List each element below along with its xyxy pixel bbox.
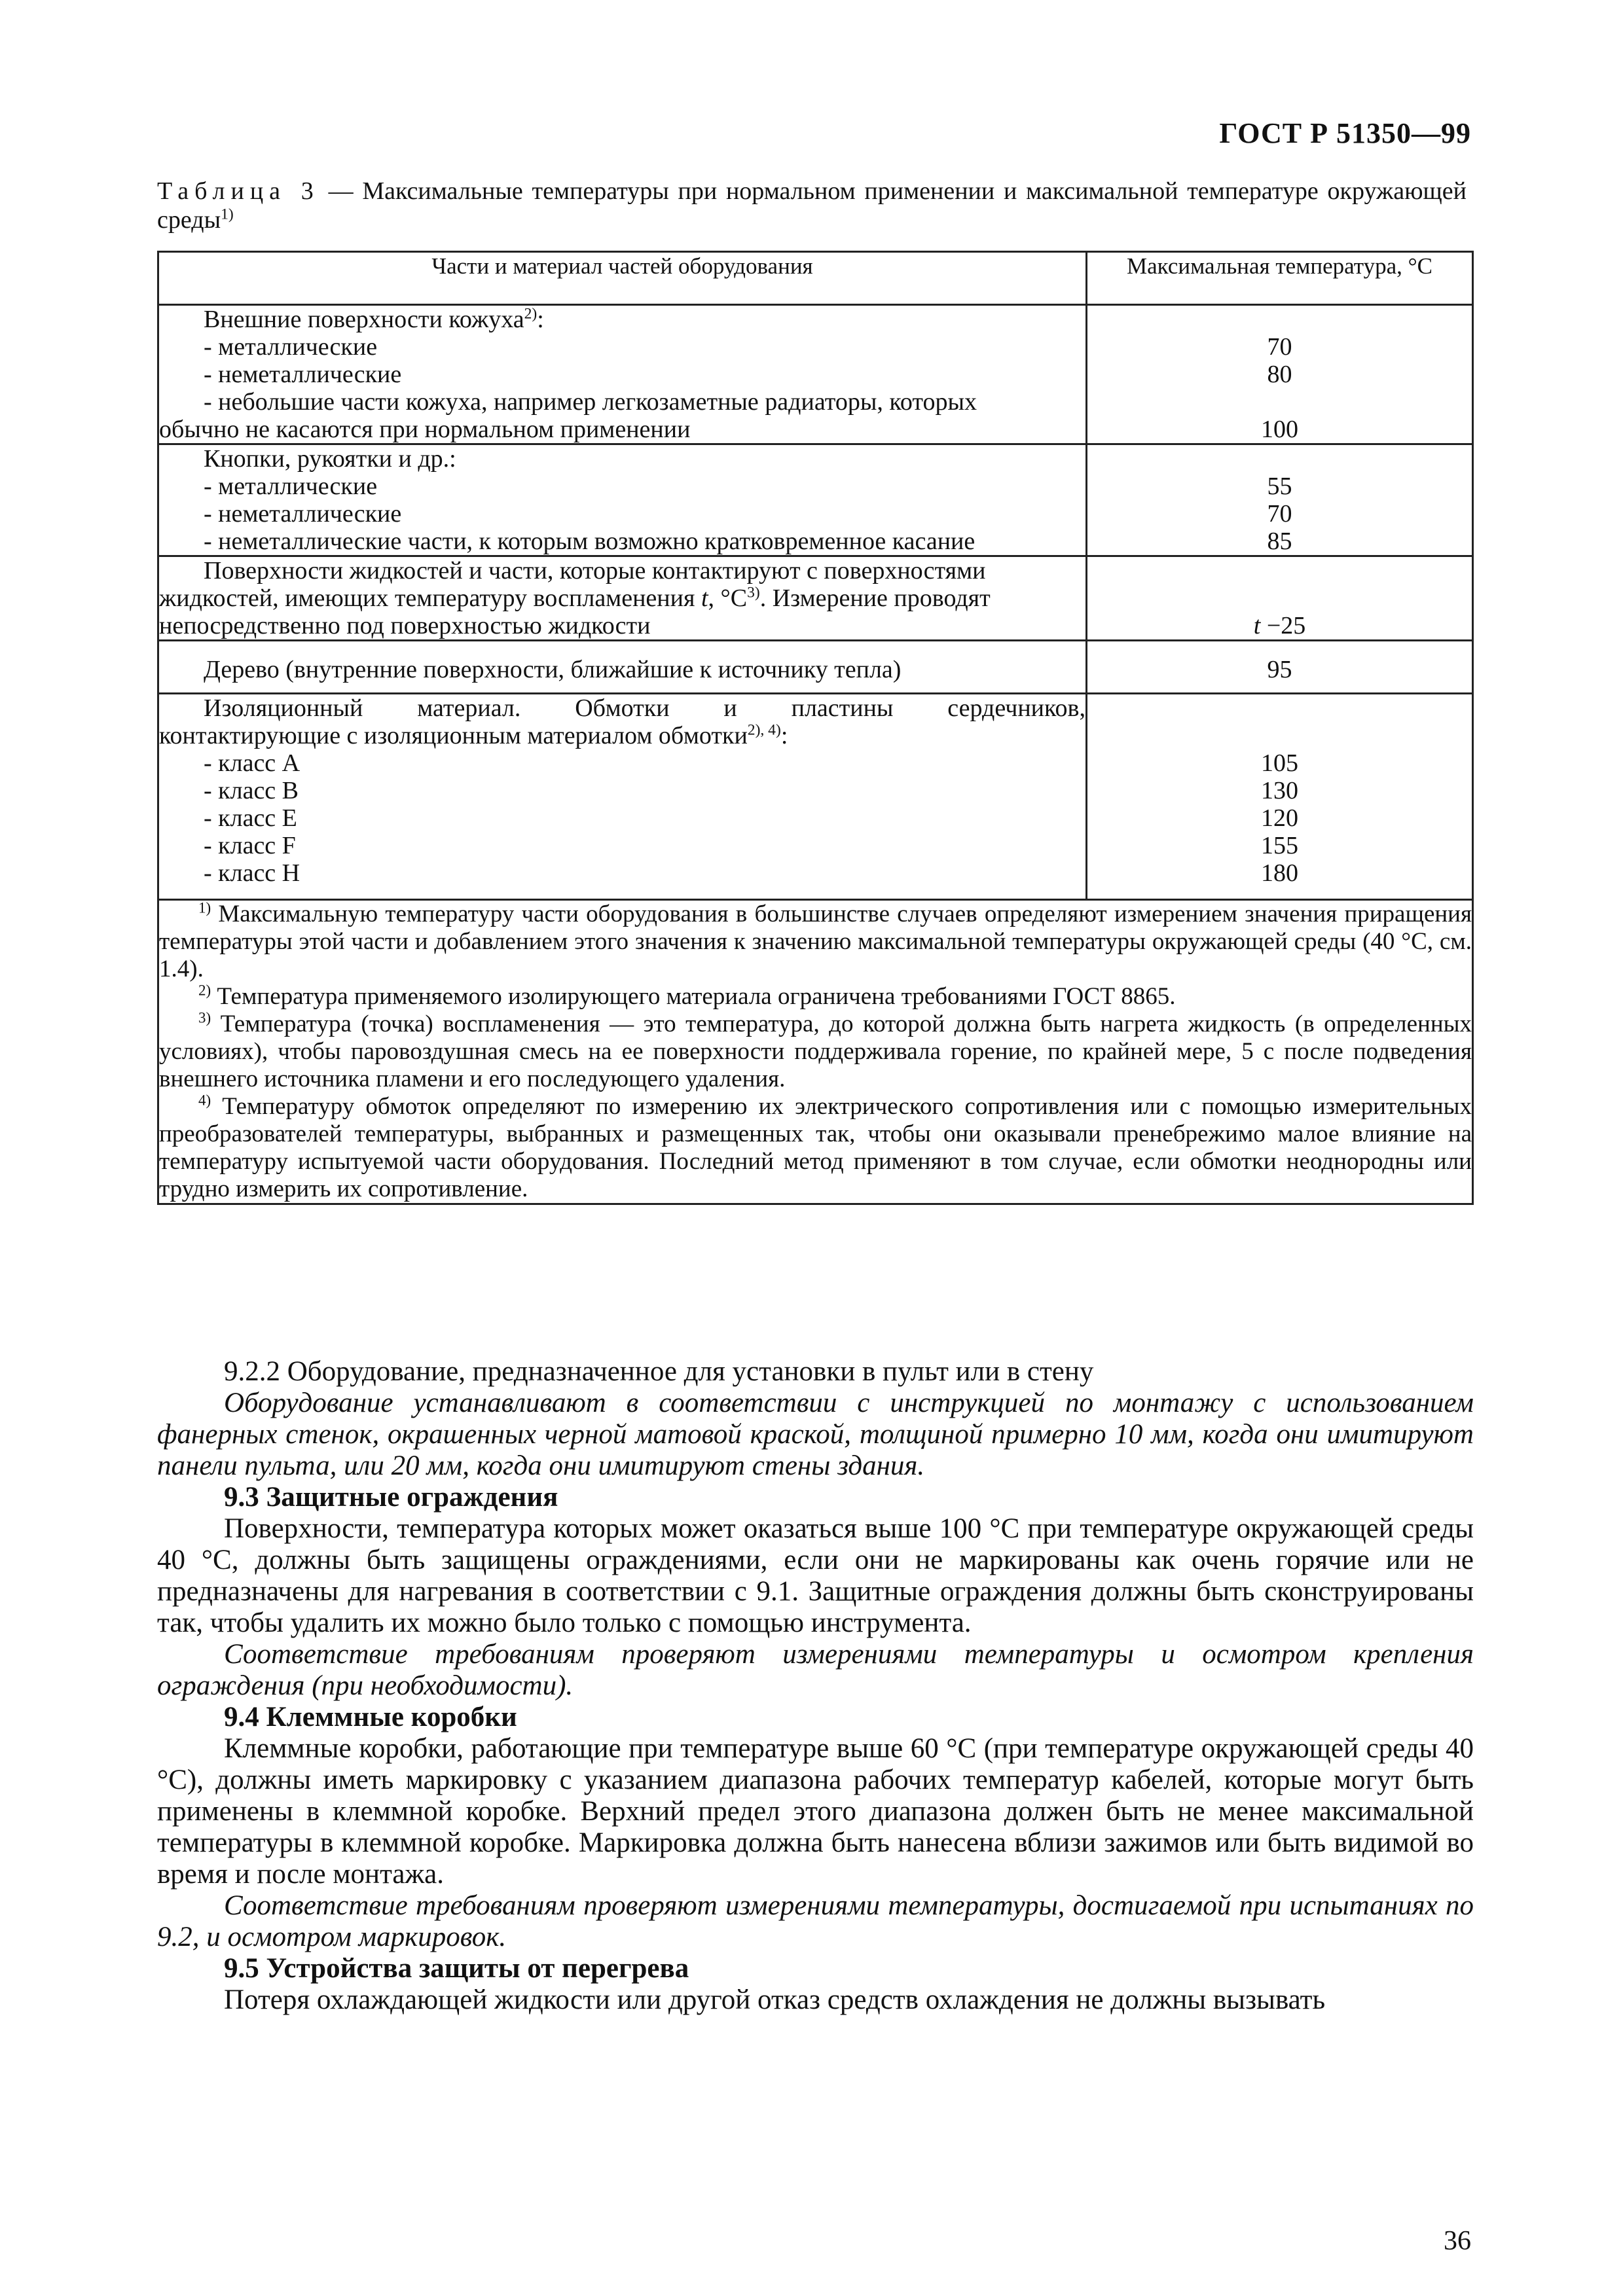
paragraph: Соответствие требованиям проверяют измерениями температуры и осмотром крепления ограждения (при необходимости). [157,1639,1474,1701]
list-item: - металлические [204,333,378,361]
row-value-cell [1087,694,1473,900]
list-item: - металлические [204,473,378,500]
footnote: $^{3)}$ Температура (точка) воспламенения — это температура, до которой должна быть нагрета жидкость (в определенных условиях), чтобы паровоздушная смесь на ее поверхности поддерживала горение, по крайней мере, 5 с после подведения внешнего источника пламени и его последующего удаления. [159,1009,1472,1092]
temperature-value: 70 [1267,333,1292,361]
temperature-value: 80 [1267,361,1292,388]
row-value-cell [1087,556,1473,641]
paragraph: Клеммные коробки, работающие при температуре выше 60 °С (при температуре окружающей среды 40 °С), должны иметь маркировку с указанием диапазона рабочих температур кабелей, которые могут быть применены в клеммной коробке. Верхний предел этого диапазона должен быть не менее максимальной температуры в клеммной коробке. Маркировка должна быть нанесена вблизи зажимов или быть видимой во время и после монтажа. [157,1733,1474,1890]
list-item: - класс F [204,832,296,859]
section-heading-9-3: 9.3 Защитные ограждения [224,1482,558,1513]
temperature-value: 100 [1261,416,1298,443]
paragraph: Соответствие требованиям проверяют измерениями температуры, достигаемой при испытаниях по 9.2, и осмотром маркировок. [157,1890,1474,1952]
row-label-cell [158,641,1087,694]
row-value-cell [1087,444,1473,556]
row-text-line: непосредственно под поверхностью жидкости [159,612,651,639]
row-label-cell [158,444,1087,556]
table-caption [157,177,1467,234]
list-item: - неметаллические [204,361,402,388]
row-text-line: жидкостей, имеющих температуру воспламенения t, $^\circ С^{3)}$. Измерение проводят [159,584,991,612]
column-header-max-temp: Максимальная температура, °С [1087,252,1473,305]
group-title: Кнопки, рукоятки и др.: [204,445,456,473]
row-label-cell [158,556,1087,641]
temperature-value: 155 [1261,832,1298,859]
list-item: - класс А [204,749,301,777]
temperature-value: 105 [1261,749,1298,777]
row-label-cell [158,694,1087,900]
list-item: - класс Е [204,804,297,832]
section-heading-9-5: 9.5 Устройства защиты от перегрева [224,1953,689,1984]
table-caption-footnote-mark: 1) [221,206,234,223]
row-label-cell [158,305,1087,444]
document-header: ГОСТ Р 51350—99 [1219,117,1471,149]
row-text-line: Изоляционный материал. Обмотки и пластины сердечников, [204,694,1085,722]
group-title: Внешние поверхности кожуха$^{2)}$: [204,305,544,333]
temperature-value: 130 [1261,777,1298,804]
section-heading-9-2-2: 9.2.2 Оборудование, предназначенное для установки в пульт или в стену [224,1356,1094,1387]
table-footnotes-row [158,900,1473,1204]
paragraph: Поверхности, температура которых может оказаться выше 100 °С при температуре окружающей среды 40 °С, должны быть защищены ограждениями, если они не маркированы как очень горячие или не предназначены для нагревания в соответствии с 9.1. Защитные ограждения должны быть сконструированы так, чтобы удалить их можно было только с помощью инструмента. [157,1513,1474,1638]
row-value-cell [1087,641,1473,694]
row-text-line: Поверхности жидкостей и части, которые контактируют с поверхностями [204,557,986,584]
paragraph: Оборудование устанавливают в соответствии с инструкцией по монтажу с использованием фанерных стенок, окрашенных черной матовой краской, толщиной примерно 10 мм, когда они имитируют панели пульта, или 20 мм, когда они имитируют стены здания. [157,1388,1474,1481]
temperature-value: 70 [1267,500,1292,528]
column-header-parts: Части и материал частей оборудования [158,252,1087,305]
body-text [157,1356,1474,2016]
table-caption-label: Таблица 3 [157,177,319,205]
table-row [158,694,1473,900]
table-footnotes [158,900,1473,1204]
section-heading-9-4: 9.4 Клеммные коробки [224,1702,517,1732]
list-item: - класс Н [204,859,301,887]
table-row [158,305,1473,444]
temperature-value: t −25 [1253,612,1306,639]
list-item: - небольшие части кожуха, например легкозаметные радиаторы, которых [204,388,977,416]
temperature-table [157,251,1474,1205]
list-item: - неметаллические части, к которым возможно кратковременное касание [204,528,976,555]
table-caption-text: — Максимальные температуры при нормальном применении и максимальной температуре окружающей среды [157,177,1467,234]
list-item: - класс В [204,777,299,804]
list-item-continuation: обычно не касаются при нормальном применении [159,416,691,443]
footnote: $^{4)}$ Температуру обмоток определяют по измерению их электрического сопротивления или с помощью измерительных преобразователей температуры, выбранных и размещенных так, чтобы они оказывали пренебрежимо малое влияние на температуру испытуемой части оборудования. Последний метод применяют в том случае, если обмотки неоднородны или трудно измерить их сопротивление. [159,1092,1472,1202]
list-item: - неметаллические [204,500,402,528]
row-text-line: Дерево (внутренние поверхности, ближайшие к источнику тепла) [204,656,902,683]
temperature-value: 95 [1267,656,1292,683]
table-row [158,444,1473,556]
temperature-value: 85 [1267,528,1292,555]
table-header-row [158,252,1473,305]
temperature-value: 180 [1261,859,1298,887]
table-row [158,641,1473,694]
footnote: $^{2)}$ Температура применяемого изолирующего материала ограничена требованиями ГОСТ 8865. [198,982,1176,1010]
table-row [158,556,1473,641]
row-text-line: контактирующие с изоляционным материалом обмотки$^{2), 4)}$: [159,721,788,749]
row-value-cell [1087,305,1473,444]
footnote: $^{1)}$ Максимальную температуру части оборудования в большинстве случаев определяют измерением значения приращения температуры этой части и добавлением этого значения к значению максимальной температуры окружающей среды (40 °С, см. 1.4). [159,899,1472,982]
temperature-value: 55 [1267,473,1292,500]
paragraph: Потеря охлаждающей жидкости или другой отказ средств охлаждения не должны вызывать [224,1984,1326,2015]
page-number: 36 [1444,2226,1471,2256]
temperature-value: 120 [1261,804,1298,832]
